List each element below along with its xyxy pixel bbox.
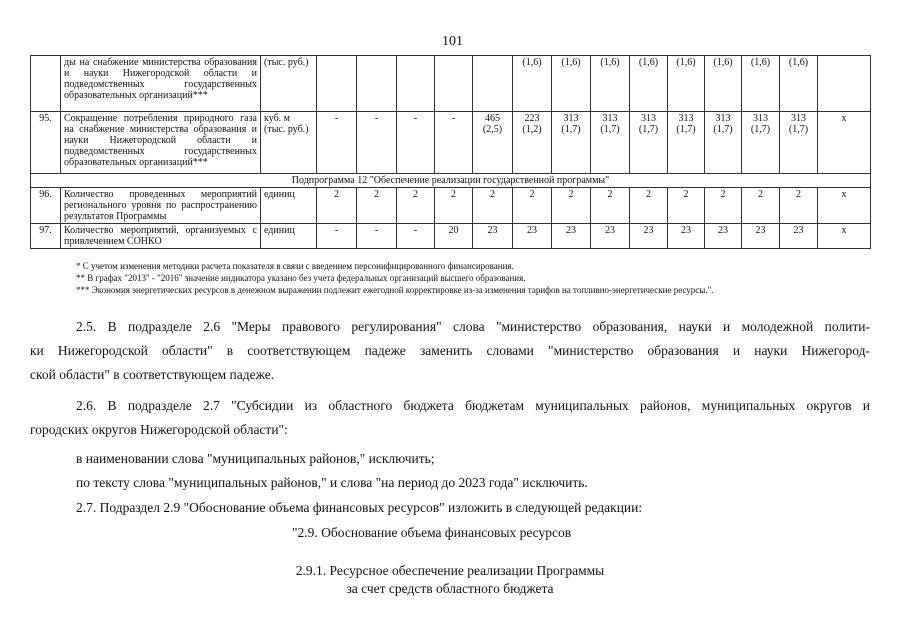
indicator-name-cell: Сокращение потребления природного газа на снабжение министерства образования и науки Нижегородской области и подведомственных государственных образовательных организаций*** — [61, 112, 261, 174]
value-cell: 313 (1,7) — [591, 112, 630, 174]
value-cell: 23 — [780, 224, 818, 249]
text-line: 2.5. В подразделе 2.6 "Меры правового регулирования" слова "министерство образования, науки и молодежной полити- — [76, 319, 870, 334]
footnote: *** Экономия энергетических ресурсов в денежном выражении подлежит ежегодной корректировке из-за изменения тарифов на топливно-энергетические ресурсы.". — [76, 285, 714, 295]
value-cell: 23 — [705, 224, 742, 249]
value-cell: 23 — [742, 224, 780, 249]
text-line: городских округов Нижегородской области": — [30, 422, 288, 437]
value-cell: 2 — [317, 188, 357, 224]
value-cell: 2 — [473, 188, 513, 224]
value-cell: x — [818, 224, 871, 249]
text-line: ки Нижегородской области" в соответствующем падеже заменить словами "министерство образования и науки Нижегород- — [30, 343, 870, 358]
row-number-cell: 97. — [31, 224, 61, 249]
indicator-name-cell: Количество мероприятий, организуемых с привлечением СОНКО — [61, 224, 261, 249]
paragraph-exclusion-1: в наименовании слова "муниципальных районов," исключить; — [76, 451, 435, 466]
indicators-table — [30, 55, 871, 249]
value-cell: 23 — [630, 224, 668, 249]
paragraph-2-5 — [30, 318, 870, 383]
footnotes — [76, 260, 714, 296]
value-cell: 2 — [705, 188, 742, 224]
row-number-cell: 95. — [31, 112, 61, 174]
value-cell: (1,6) — [705, 56, 742, 112]
value-cell: 20 — [435, 224, 473, 249]
row-number-cell — [31, 56, 61, 112]
footnote: ** В графах "2013" - "2016" значение индикатора указано без учета федеральных организаций высшего образования. — [76, 273, 526, 283]
table-row — [31, 56, 871, 112]
value-cell: 465 (2,5) — [473, 112, 513, 174]
value-cell: 23 — [513, 224, 552, 249]
value-cell: - — [317, 112, 357, 174]
value-cell: 313 (1,7) — [742, 112, 780, 174]
indicator-name-cell: Количество проведенных мероприятий регионального уровня по распространению результатов Программы — [61, 188, 261, 224]
value-cell: 223 (1,2) — [513, 112, 552, 174]
unit-cell: единиц — [261, 224, 317, 249]
value-cell: 23 — [668, 224, 705, 249]
table-row — [31, 224, 871, 249]
value-cell: (1,6) — [552, 56, 591, 112]
value-cell — [473, 56, 513, 112]
value-cell: x — [818, 188, 871, 224]
value-cell: 2 — [668, 188, 705, 224]
value-cell: 313 (1,7) — [668, 112, 705, 174]
value-cell: 23 — [552, 224, 591, 249]
value-cell: 2 — [630, 188, 668, 224]
section-title-2-9: "2.9. Обоснование объема финансовых ресурсов — [292, 525, 572, 540]
value-cell: 23 — [473, 224, 513, 249]
value-cell — [357, 56, 397, 112]
text-line: 2.6. В подразделе 2.7 "Субсидии из областного бюджета бюджетам муниципальных районов, муниципальных округов и — [76, 398, 870, 413]
value-cell: - — [357, 224, 397, 249]
value-cell: 2 — [552, 188, 591, 224]
subprogram-title: Подпрограмма 12 "Обеспечение реализации государственной программы" — [31, 174, 871, 188]
text-line: ской области" в соответствующем падеже. — [30, 367, 275, 382]
value-cell: 2 — [435, 188, 473, 224]
unit-cell: единиц — [261, 188, 317, 224]
value-cell — [317, 56, 357, 112]
indicator-name-cell: ды на снабжение министерства образования и науки Нижегородской области и подведомственных государственных образовательных организаций*** — [61, 56, 261, 112]
value-cell: (1,6) — [630, 56, 668, 112]
value-cell: 2 — [780, 188, 818, 224]
value-cell — [397, 56, 435, 112]
value-cell: 2 — [591, 188, 630, 224]
heading-2-9-1-subtitle: за счет средств областного бюджета — [346, 581, 554, 596]
table-row — [31, 188, 871, 224]
value-cell — [818, 56, 871, 112]
value-cell: (1,6) — [668, 56, 705, 112]
subprogram-row — [31, 174, 871, 188]
unit-cell: куб. м (тыс. руб.) — [261, 112, 317, 174]
value-cell: 313 (1,7) — [630, 112, 668, 174]
paragraph-2-7: 2.7. Подраздел 2.9 "Обоснование объема финансовых ресурсов" изложить в следующей редакции: — [76, 500, 643, 515]
page-number: 101 — [442, 34, 463, 49]
footnote: * С учетом изменения методики расчета показателя в связи с введением персонифицированного финансирования. — [76, 261, 514, 271]
value-cell: x — [818, 112, 871, 174]
value-cell: 313 (1,7) — [705, 112, 742, 174]
row-number-cell: 96. — [31, 188, 61, 224]
value-cell: - — [357, 112, 397, 174]
value-cell: - — [435, 112, 473, 174]
value-cell: 2 — [397, 188, 435, 224]
paragraph-exclusion-2: по тексту слова "муниципальных районов," и слова "на период до 2023 года" исключить. — [76, 475, 588, 490]
value-cell: (1,6) — [742, 56, 780, 112]
value-cell — [435, 56, 473, 112]
heading-2-9-1: 2.9.1. Ресурсное обеспечение реализации Программы — [295, 563, 605, 578]
value-cell: - — [397, 112, 435, 174]
value-cell: (1,6) — [591, 56, 630, 112]
value-cell: (1,6) — [513, 56, 552, 112]
value-cell: (1,6) — [780, 56, 818, 112]
value-cell: 313 (1,7) — [552, 112, 591, 174]
value-cell: 23 — [591, 224, 630, 249]
value-cell: 2 — [513, 188, 552, 224]
value-cell: 2 — [357, 188, 397, 224]
value-cell: 313 (1,7) — [780, 112, 818, 174]
unit-cell: (тыс. руб.) — [261, 56, 317, 112]
value-cell: 2 — [742, 188, 780, 224]
value-cell: - — [317, 224, 357, 249]
paragraph-2-6 — [30, 397, 870, 438]
table-row — [31, 112, 871, 174]
value-cell: - — [397, 224, 435, 249]
